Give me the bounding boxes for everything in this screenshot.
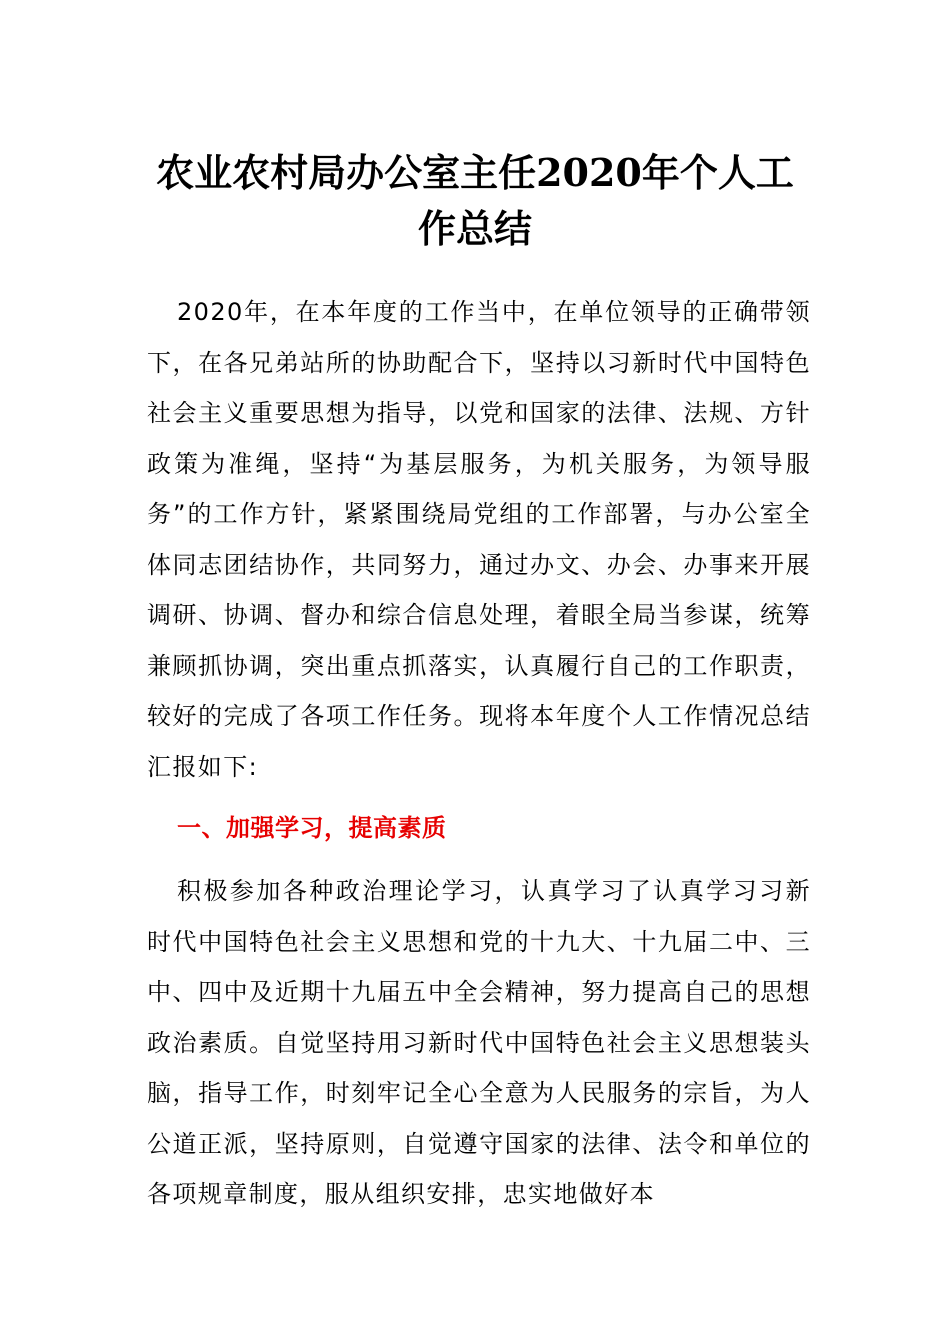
document-title: 农业农村局办公室主任2020年个人工作总结 — [156, 150, 794, 251]
section-paragraph: 积极参加各种政治理论学习，认真学习了认真学习习新时代中国特色社会主义思想和党的十九大、十九届二中、三中、四中及近期十九届五中全会精神，努力提高自己的思想政治素质。自觉坚持用习新时代中国特色社会主义思想装头脑，指导工作，时刻牢记全心全意为人民服务的宗旨，为人公道正派，坚持原则，自觉遵守国家的法律、法令和单位的各项规章制度，服从组织安排，忠实地做好本 — [147, 877, 811, 1208]
section-heading: 一、加强学习，提高素质 — [177, 814, 447, 842]
intro-paragraph: 2020年，在本年度的工作当中，在单位领导的正确带领下，在各兄弟站所的协助配合下，坚持以习新时代中国特色社会主义重要思想为指导，以党和国家的法律、法规、方针政策为准绳，坚持“为基层服务，为机关服务，为领导服务”的工作方针，紧紧围绕局党组的工作部署，与办公室全体同志团结协作，共同努力，通过办文、办会、办事来开展调研、协调、督办和综合信息处理，着眼全局当参谋，统筹兼顾抓协调，突出重点抓落实，认真履行自己的工作职责，较好的完成了各项工作任务。现将本年度个人工作情况总结汇报如下: — [147, 298, 811, 781]
